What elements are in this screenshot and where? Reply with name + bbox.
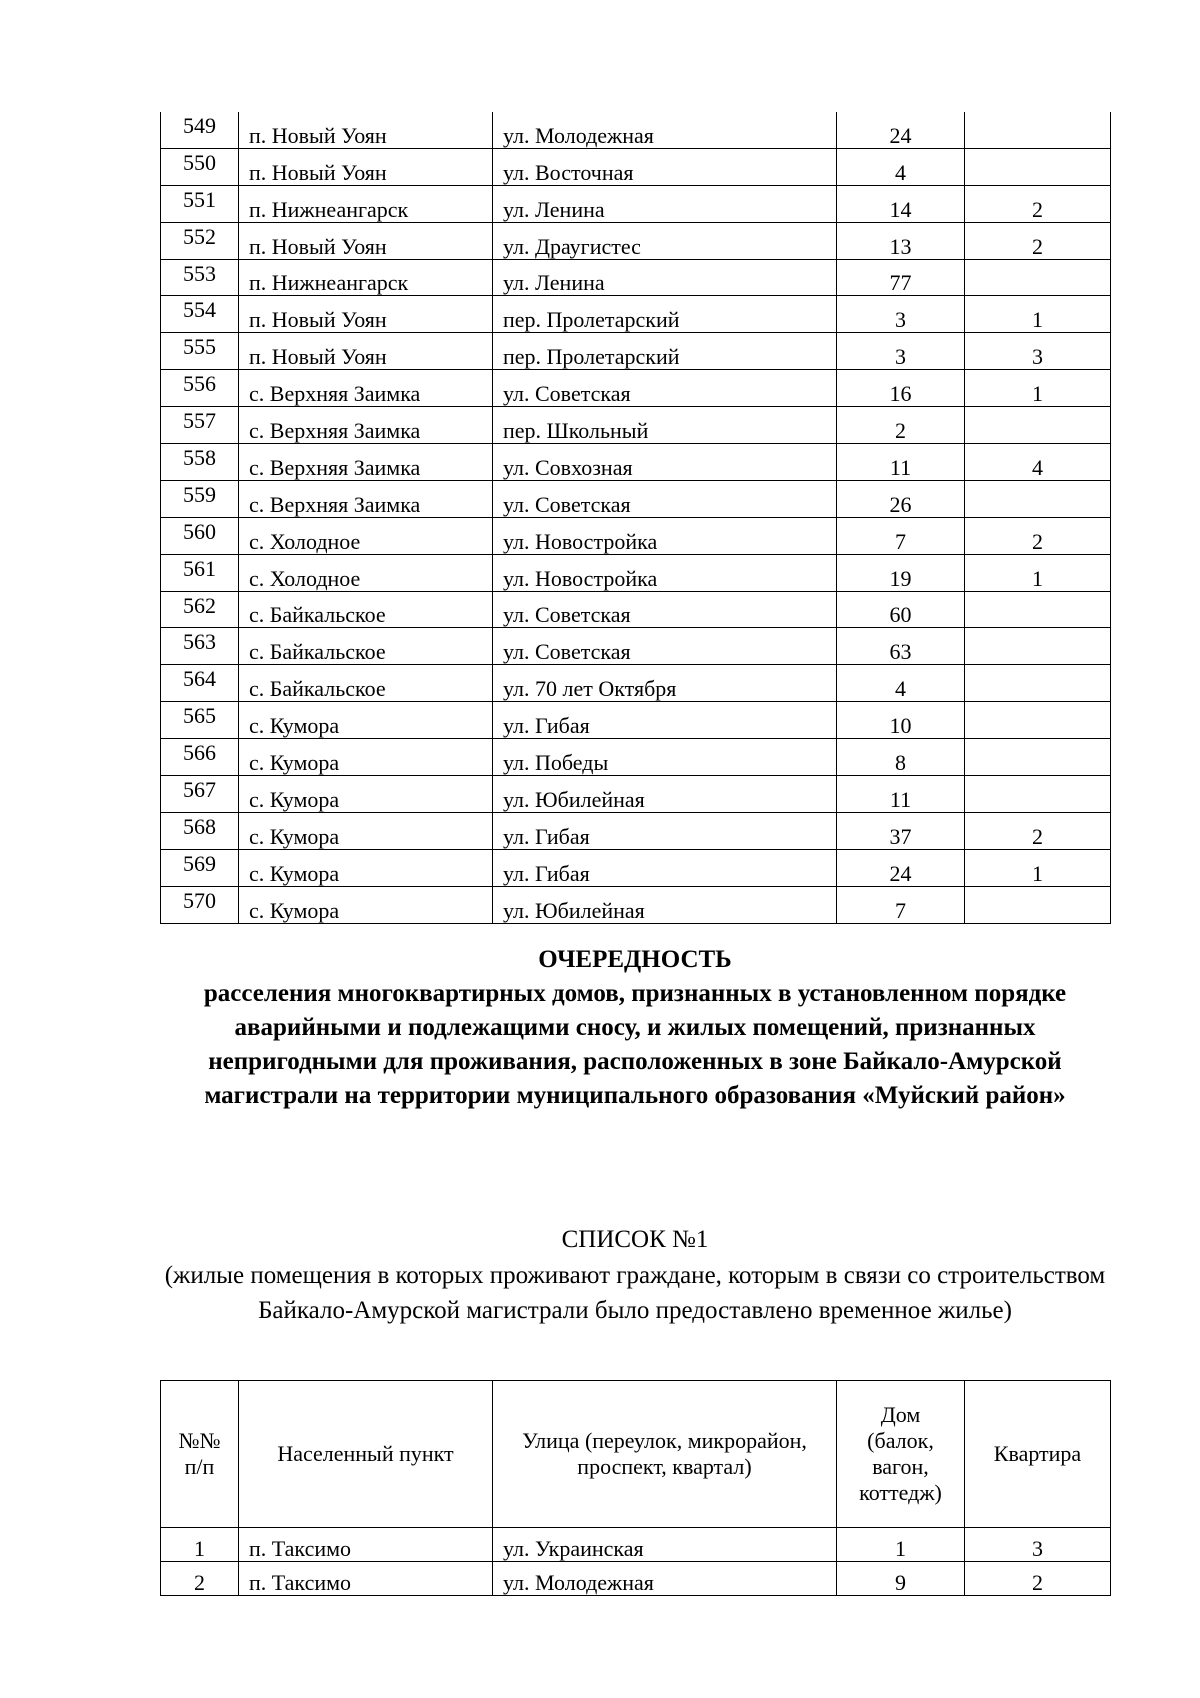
apartment-cell: 2 bbox=[965, 812, 1111, 849]
street-cell: ул. 70 лет Октября bbox=[493, 665, 837, 702]
table-row bbox=[161, 849, 1111, 886]
apartment-cell: 2 bbox=[965, 1562, 1111, 1596]
table-row bbox=[161, 222, 1111, 259]
street-cell: пер. Пролетарский bbox=[493, 333, 837, 370]
row-number: 567 bbox=[161, 776, 239, 813]
house-cell: 24 bbox=[837, 849, 965, 886]
house-cell: 14 bbox=[837, 185, 965, 222]
apartment-cell bbox=[965, 259, 1111, 296]
street-cell: ул. Советская bbox=[493, 628, 837, 665]
row-number: 561 bbox=[161, 554, 239, 591]
house-cell: 4 bbox=[837, 148, 965, 185]
settlement-cell: с. Верхняя Заимка bbox=[239, 444, 493, 481]
table-header-row bbox=[161, 1381, 1111, 1528]
street-cell: ул. Советская bbox=[493, 591, 837, 628]
street-cell: ул. Гибая bbox=[493, 702, 837, 739]
settlement-cell: с. Холодное bbox=[239, 517, 493, 554]
apartment-cell bbox=[965, 591, 1111, 628]
settlement-cell: с. Верхняя Заимка bbox=[239, 370, 493, 407]
settlement-cell: с. Верхняя Заимка bbox=[239, 407, 493, 444]
street-cell: ул. Совхозная bbox=[493, 444, 837, 481]
row-number: 562 bbox=[161, 591, 239, 628]
row-number: 2 bbox=[161, 1562, 239, 1596]
row-number: 568 bbox=[161, 812, 239, 849]
housing-table-list1 bbox=[160, 1380, 1111, 1596]
settlement-cell: с. Верхняя Заимка bbox=[239, 480, 493, 517]
settlement-cell: п. Новый Уоян bbox=[239, 333, 493, 370]
apartment-cell bbox=[965, 628, 1111, 665]
housing-table-list1-body bbox=[161, 1528, 1111, 1596]
settlement-cell: с. Холодное bbox=[239, 554, 493, 591]
settlement-cell: с. Кумора bbox=[239, 849, 493, 886]
column-header-settlement: Населенный пункт bbox=[239, 1381, 493, 1528]
settlement-cell: с. Кумора bbox=[239, 812, 493, 849]
table-row bbox=[161, 702, 1111, 739]
table-row bbox=[161, 444, 1111, 481]
street-cell: ул. Гибая bbox=[493, 849, 837, 886]
table-row bbox=[161, 591, 1111, 628]
table-row bbox=[161, 259, 1111, 296]
table-row bbox=[161, 333, 1111, 370]
house-cell: 7 bbox=[837, 886, 965, 923]
apartment-cell: 1 bbox=[965, 296, 1111, 333]
apartment-cell bbox=[965, 480, 1111, 517]
street-cell: ул. Гибая bbox=[493, 812, 837, 849]
housing-table-continued-body bbox=[161, 112, 1111, 923]
table-row bbox=[161, 480, 1111, 517]
apartment-cell: 2 bbox=[965, 222, 1111, 259]
house-cell: 11 bbox=[837, 776, 965, 813]
apartment-cell bbox=[965, 407, 1111, 444]
settlement-cell: с. Байкальское bbox=[239, 591, 493, 628]
row-number: 569 bbox=[161, 849, 239, 886]
list-note: (жилые помещения в которых проживают граждане, которым в связи со строительством Байкало-Амурской магистрали было предоставлено временное жилье) bbox=[164, 1262, 1106, 1324]
row-number: 570 bbox=[161, 886, 239, 923]
apartment-cell bbox=[965, 886, 1111, 923]
settlement-cell: с. Кумора bbox=[239, 702, 493, 739]
street-cell: ул. Советская bbox=[493, 370, 837, 407]
row-number: 556 bbox=[161, 370, 239, 407]
house-cell: 3 bbox=[837, 296, 965, 333]
table-row bbox=[161, 296, 1111, 333]
table-row bbox=[161, 1528, 1111, 1562]
row-number: 564 bbox=[161, 665, 239, 702]
street-cell: пер. Пролетарский bbox=[493, 296, 837, 333]
street-cell: ул. Победы bbox=[493, 739, 837, 776]
column-header-street: Улица (переулок, микрорайон, проспект, квартал) bbox=[493, 1381, 837, 1528]
street-cell: ул. Новостройка bbox=[493, 517, 837, 554]
row-number: 549 bbox=[161, 112, 239, 148]
settlement-cell: п. Таксимо bbox=[239, 1528, 493, 1562]
house-cell: 37 bbox=[837, 812, 965, 849]
list-title: СПИСОК №1 bbox=[561, 1226, 709, 1253]
table-row bbox=[161, 370, 1111, 407]
settlement-cell: п. Новый Уоян bbox=[239, 296, 493, 333]
street-cell: ул. Новостройка bbox=[493, 554, 837, 591]
house-cell: 9 bbox=[837, 1562, 965, 1596]
apartment-cell bbox=[965, 148, 1111, 185]
street-cell: ул. Юбилейная bbox=[493, 776, 837, 813]
table-row bbox=[161, 554, 1111, 591]
apartment-cell: 3 bbox=[965, 333, 1111, 370]
table-row bbox=[161, 628, 1111, 665]
house-cell: 3 bbox=[837, 333, 965, 370]
row-number: 557 bbox=[161, 407, 239, 444]
settlement-cell: с. Кумора bbox=[239, 739, 493, 776]
house-cell: 10 bbox=[837, 702, 965, 739]
house-cell: 8 bbox=[837, 739, 965, 776]
street-cell: ул. Молодежная bbox=[493, 112, 837, 148]
table-row bbox=[161, 185, 1111, 222]
row-number: 552 bbox=[161, 222, 239, 259]
table-row bbox=[161, 407, 1111, 444]
apartment-cell bbox=[965, 776, 1111, 813]
row-number: 555 bbox=[161, 333, 239, 370]
table-row bbox=[161, 739, 1111, 776]
row-number: 553 bbox=[161, 259, 239, 296]
apartment-cell: 4 bbox=[965, 444, 1111, 481]
table-row bbox=[161, 776, 1111, 813]
column-header-house: Дом (балок, вагон, коттедж) bbox=[837, 1381, 965, 1528]
apartment-cell bbox=[965, 112, 1111, 148]
row-number: 551 bbox=[161, 185, 239, 222]
street-cell: ул. Ленина bbox=[493, 259, 837, 296]
apartment-cell: 1 bbox=[965, 370, 1111, 407]
house-cell: 77 bbox=[837, 259, 965, 296]
row-number: 554 bbox=[161, 296, 239, 333]
apartment-cell bbox=[965, 702, 1111, 739]
table-row bbox=[161, 812, 1111, 849]
settlement-cell: п. Новый Уоян bbox=[239, 148, 493, 185]
apartment-cell bbox=[965, 739, 1111, 776]
settlement-cell: с. Байкальское bbox=[239, 665, 493, 702]
street-cell: ул. Юбилейная bbox=[493, 886, 837, 923]
house-cell: 19 bbox=[837, 554, 965, 591]
document-heading-subtitle: расселения многоквартирных домов, признанных в установленном порядке аварийными и подлежащими сносу, и жилых помещений, признанных непригодными для проживания, расположенных в зоне Байкало-Амурской магистрали на территории муниципального образования «Муйский район» bbox=[203, 980, 1067, 1109]
street-cell: ул. Ленина bbox=[493, 185, 837, 222]
apartment-cell bbox=[965, 665, 1111, 702]
house-cell: 4 bbox=[837, 665, 965, 702]
street-cell: ул. Восточная bbox=[493, 148, 837, 185]
street-cell: пер. Школьный bbox=[493, 407, 837, 444]
house-cell: 60 bbox=[837, 591, 965, 628]
settlement-cell: п. Новый Уоян bbox=[239, 112, 493, 148]
row-number: 1 bbox=[161, 1528, 239, 1562]
row-number: 560 bbox=[161, 517, 239, 554]
apartment-cell: 2 bbox=[965, 517, 1111, 554]
settlement-cell: п. Нижнеангарск bbox=[239, 185, 493, 222]
settlement-cell: п. Таксимо bbox=[239, 1562, 493, 1596]
row-number: 558 bbox=[161, 444, 239, 481]
house-cell: 24 bbox=[837, 112, 965, 148]
column-header-apartment: Квартира bbox=[965, 1381, 1111, 1528]
table-row bbox=[161, 665, 1111, 702]
house-cell: 13 bbox=[837, 222, 965, 259]
apartment-cell: 1 bbox=[965, 554, 1111, 591]
table-row bbox=[161, 148, 1111, 185]
column-header-number: №№ п/п bbox=[161, 1381, 239, 1528]
table-row bbox=[161, 886, 1111, 923]
document-heading-title: ОЧЕРЕДНОСТЬ bbox=[538, 946, 732, 973]
street-cell: ул. Драугистес bbox=[493, 222, 837, 259]
street-cell: ул. Советская bbox=[493, 480, 837, 517]
settlement-cell: п. Нижнеангарск bbox=[239, 259, 493, 296]
settlement-cell: с. Байкальское bbox=[239, 628, 493, 665]
table-row bbox=[161, 1562, 1111, 1596]
row-number: 550 bbox=[161, 148, 239, 185]
row-number: 563 bbox=[161, 628, 239, 665]
table-row bbox=[161, 517, 1111, 554]
table-row bbox=[161, 112, 1111, 148]
house-cell: 63 bbox=[837, 628, 965, 665]
house-cell: 7 bbox=[837, 517, 965, 554]
street-cell: ул. Украинская bbox=[493, 1528, 837, 1562]
row-number: 565 bbox=[161, 702, 239, 739]
street-cell: ул. Молодежная bbox=[493, 1562, 837, 1596]
house-cell: 1 bbox=[837, 1528, 965, 1562]
apartment-cell: 1 bbox=[965, 849, 1111, 886]
row-number: 559 bbox=[161, 480, 239, 517]
settlement-cell: п. Новый Уоян bbox=[239, 222, 493, 259]
settlement-cell: с. Кумора bbox=[239, 776, 493, 813]
house-cell: 2 bbox=[837, 407, 965, 444]
house-cell: 26 bbox=[837, 480, 965, 517]
apartment-cell: 2 bbox=[965, 185, 1111, 222]
house-cell: 16 bbox=[837, 370, 965, 407]
row-number: 566 bbox=[161, 739, 239, 776]
settlement-cell: с. Кумора bbox=[239, 886, 493, 923]
house-cell: 11 bbox=[837, 444, 965, 481]
apartment-cell: 3 bbox=[965, 1528, 1111, 1562]
housing-table-continued bbox=[160, 112, 1111, 924]
